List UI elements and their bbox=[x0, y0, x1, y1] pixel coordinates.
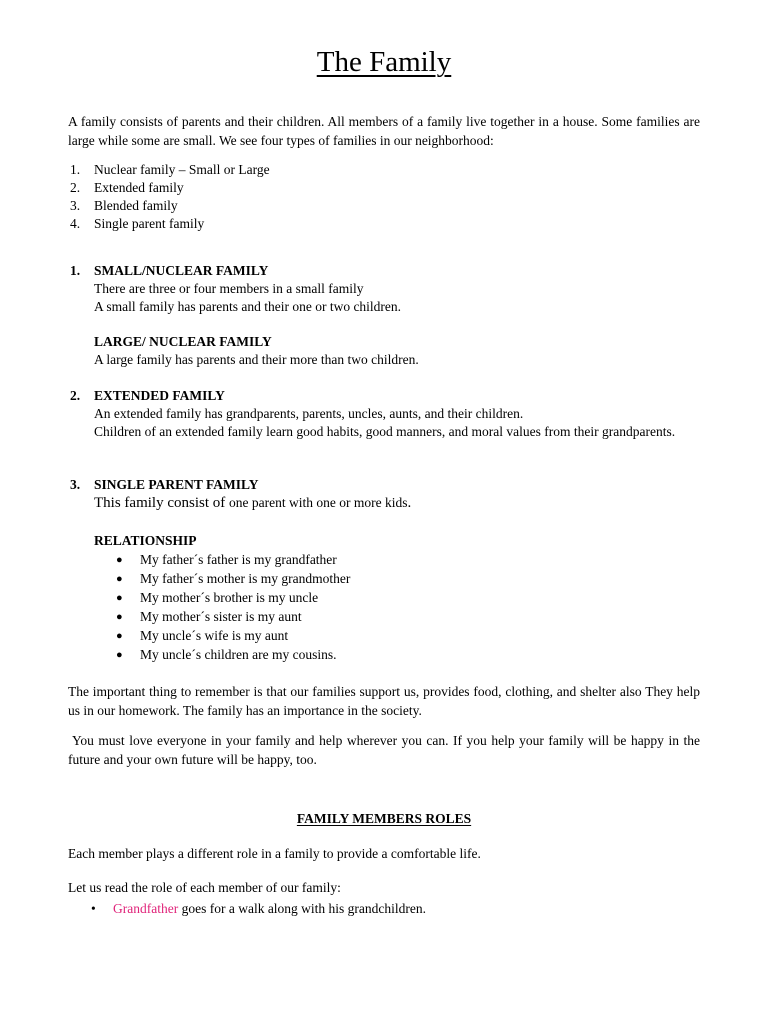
list-text: My uncle´s children are my cousins. bbox=[140, 647, 337, 662]
bullet-icon: • bbox=[91, 901, 96, 916]
bullet-icon: ● bbox=[116, 554, 123, 566]
bullet-icon: ● bbox=[116, 592, 123, 604]
section-text: A small family has parents and their one or two children. bbox=[94, 299, 402, 314]
bullet-icon: ● bbox=[116, 573, 123, 585]
section-heading: SMALL/NUCLEAR FAMILY bbox=[94, 263, 269, 278]
love-paragraph: You must love everyone in your family and help wherever you can. If you help your family will be happy in the future and your own future will be happy, too. bbox=[68, 733, 700, 767]
list-number: 3. bbox=[70, 198, 81, 213]
bullet-icon: ● bbox=[116, 630, 123, 642]
list-text: Extended family bbox=[94, 180, 184, 195]
list-text: Nuclear family – Small or Large bbox=[94, 162, 270, 177]
list-number: 2. bbox=[70, 180, 81, 195]
list-number: 1. bbox=[70, 162, 81, 177]
role-name: Grandfather bbox=[113, 901, 179, 916]
list-text: My uncle´s wife is my aunt bbox=[140, 628, 289, 643]
list-number: 4. bbox=[70, 216, 81, 231]
importance-paragraph: The important thing to remember is that our families support us, provides food, clothing, and shelter also They help us in our homework. The family has an importance in the society. bbox=[68, 684, 700, 718]
list-text: My mother´s sister is my aunt bbox=[140, 609, 302, 624]
section-text: An extended family has grandparents, parents, uncles, aunts, and their children. bbox=[94, 406, 524, 421]
list-text bbox=[113, 900, 426, 918]
list-text: Blended family bbox=[94, 198, 178, 213]
section-text: A large family has parents and their more than two children. bbox=[94, 352, 419, 367]
list-text: My mother´s brother is my uncle bbox=[140, 590, 319, 605]
section-text: Children of an extended family learn good habits, good manners, and moral values from their grandparents. bbox=[94, 424, 676, 439]
section-text-part: one parent with one or more kids bbox=[229, 495, 408, 510]
bullet-icon: ● bbox=[116, 611, 123, 623]
section-text-part: . bbox=[407, 495, 412, 511]
section-heading: EXTENDED FAMILY bbox=[94, 388, 225, 403]
page-title: The Family bbox=[316, 46, 452, 78]
section-heading: FAMILY MEMBERS ROLES bbox=[296, 811, 472, 826]
list-text: My father´s father is my grandfather bbox=[140, 552, 337, 567]
section-number: 2. bbox=[70, 388, 81, 403]
section-text-part: This family consist of bbox=[94, 495, 229, 511]
section-heading: RELATIONSHIP bbox=[94, 533, 197, 548]
role-description: goes for a walk along with his grandchildren. bbox=[178, 901, 427, 916]
bullet-icon: ● bbox=[116, 649, 123, 661]
roles-lead: Let us read the role of each member of our family: bbox=[68, 880, 341, 895]
intro-paragraph: A family consists of parents and their children. All members of a family live together in a house. Some families are large while some are small. We see four types of families in our neighborhood: bbox=[68, 114, 700, 148]
roles-intro: Each member plays a different role in a family to provide a comfortable life. bbox=[68, 846, 481, 861]
list-text: Single parent family bbox=[94, 216, 205, 231]
section-number: 3. bbox=[70, 477, 81, 492]
section-heading: SINGLE PARENT FAMILY bbox=[94, 477, 259, 492]
section-text bbox=[94, 494, 411, 512]
list-text: My father´s mother is my grandmother bbox=[140, 571, 351, 586]
section-text: There are three or four members in a small family bbox=[94, 281, 364, 296]
section-number: 1. bbox=[70, 263, 81, 278]
section-heading: LARGE/ NUCLEAR FAMILY bbox=[94, 334, 272, 349]
